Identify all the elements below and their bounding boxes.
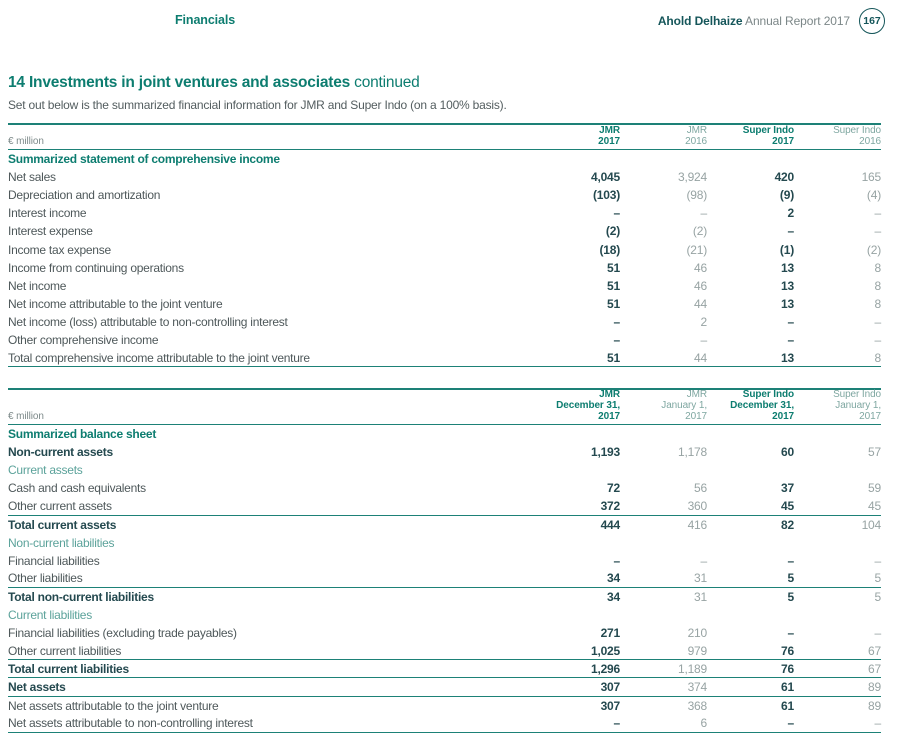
cell: 46	[694, 278, 707, 293]
table-row	[8, 313, 881, 331]
table-row	[8, 168, 881, 186]
cell: (21)	[686, 242, 707, 257]
table-row	[8, 240, 881, 258]
table-row	[8, 259, 881, 277]
row-label: Interest income	[8, 206, 87, 221]
row-label: Net income attributable to the joint venture	[8, 296, 223, 311]
note-intro: Set out below is the summarized financial information for JMR and Super Indo (on a 100% basis).	[8, 98, 507, 112]
cell: 44	[694, 350, 707, 365]
cell: –	[874, 332, 881, 347]
row-label: Financial liabilities	[8, 553, 100, 568]
cell: 1,193	[590, 445, 620, 460]
column-header: Super Indo December 31, 2017	[730, 389, 794, 423]
cell: 82	[781, 517, 794, 532]
cell: –	[700, 332, 707, 347]
cell: 1,296	[590, 661, 620, 676]
cell: (18)	[599, 242, 620, 257]
cell: 3,924	[677, 170, 707, 185]
cell: 8	[874, 350, 881, 365]
brand-name: Ahold Delhaize	[657, 14, 743, 28]
row-label: Other liabilities	[8, 571, 83, 586]
cell: –	[874, 716, 881, 731]
table-section-row	[8, 461, 881, 479]
column-header: JMR 2017	[598, 125, 620, 147]
row-label: Cash and cash equivalents	[8, 481, 146, 496]
section-title: Non-current liabilities	[8, 535, 115, 550]
table-row	[8, 660, 881, 678]
table-row	[8, 552, 881, 570]
table-row	[8, 277, 881, 295]
cell: –	[613, 716, 620, 731]
page-header	[0, 0, 901, 46]
table-row	[8, 624, 881, 642]
cell: 72	[607, 481, 620, 496]
balance-sheet-table	[8, 388, 881, 733]
cell: (2)	[692, 224, 707, 239]
cell: 31	[694, 590, 707, 605]
table-header	[8, 123, 881, 150]
cell: 61	[781, 679, 794, 694]
cell: 89	[868, 679, 881, 694]
unit-label: € million	[8, 411, 44, 423]
cell: –	[787, 716, 794, 731]
column-header: Super Indo 2017	[742, 125, 794, 147]
cell: 13	[781, 296, 794, 311]
note-title-continued: continued	[350, 74, 420, 91]
table-row	[8, 349, 881, 367]
cell: –	[874, 206, 881, 221]
cell: –	[700, 553, 707, 568]
cell: 51	[607, 296, 620, 311]
cell: 5	[874, 571, 881, 586]
cell: 13	[781, 278, 794, 293]
note-title-main: 14 Investments in joint ventures and associates	[8, 74, 351, 91]
cell: 13	[781, 260, 794, 275]
row-label: Income from continuing operations	[8, 260, 184, 275]
cell: –	[613, 206, 620, 221]
table-row	[8, 295, 881, 313]
column-header: JMR December 31, 2017	[556, 389, 620, 423]
cell: 45	[868, 499, 881, 514]
row-label: Other comprehensive income	[8, 332, 159, 347]
row-label: Interest expense	[8, 224, 93, 239]
table-row	[8, 570, 881, 588]
cell: 13	[781, 350, 794, 365]
report-title-text: Annual Report 2017	[745, 14, 850, 28]
cell: 51	[607, 278, 620, 293]
table-row	[8, 588, 881, 606]
cell: 51	[607, 350, 620, 365]
cell: 374	[687, 679, 707, 694]
cell: (4)	[866, 188, 881, 203]
cell: 1,178	[677, 445, 707, 460]
row-label: Depreciation and amortization	[8, 188, 161, 203]
table-row	[8, 186, 881, 204]
cell: 6	[700, 716, 707, 731]
table-row	[8, 678, 881, 696]
cell: 360	[687, 499, 707, 514]
cell: (2)	[605, 224, 620, 239]
column-header: JMR 2016	[685, 125, 707, 147]
row-label: Total comprehensive income attributable to the joint venture	[8, 350, 310, 365]
table-row	[8, 642, 881, 660]
cell: 37	[781, 481, 794, 496]
row-label: Net assets	[8, 679, 66, 694]
cell: 31	[694, 571, 707, 586]
row-label: Non-current assets	[8, 445, 113, 460]
cell: 307	[600, 698, 620, 713]
cell: –	[787, 332, 794, 347]
table-row	[8, 697, 881, 715]
table-row	[8, 204, 881, 222]
cell: 5	[874, 590, 881, 605]
cell: –	[613, 314, 620, 329]
note-title	[8, 74, 881, 92]
table-row	[8, 516, 881, 534]
cell: 56	[694, 481, 707, 496]
cell: 61	[781, 698, 794, 713]
section-title: Current assets	[8, 463, 83, 478]
cell: 210	[687, 626, 707, 641]
cell: 416	[687, 517, 707, 532]
cell: 8	[874, 296, 881, 311]
cell: 8	[874, 278, 881, 293]
row-label: Other current liabilities	[8, 643, 122, 658]
cell: –	[613, 553, 620, 568]
cell: 2	[787, 206, 794, 221]
table-row	[8, 222, 881, 240]
comprehensive-income-table	[8, 123, 881, 367]
cell: 444	[600, 517, 620, 532]
cell: 46	[694, 260, 707, 275]
section-label: Financials	[175, 13, 236, 27]
cell: 4,045	[590, 170, 620, 185]
cell: –	[787, 626, 794, 641]
row-label: Net income (loss) attributable to non-controlling interest	[8, 314, 288, 329]
cell: (103)	[592, 188, 620, 203]
cell: 420	[774, 170, 794, 185]
table-section-row	[8, 534, 881, 552]
cell: 165	[861, 170, 881, 185]
row-label: Net assets attributable to the joint venture	[8, 698, 219, 713]
cell: 368	[687, 698, 707, 713]
cell: 45	[781, 499, 794, 514]
column-header: Super Indo January 1, 2017	[833, 389, 881, 423]
unit-label: € million	[8, 136, 44, 147]
cell: –	[874, 224, 881, 239]
cell: 76	[781, 643, 794, 658]
section-title: Current liabilities	[8, 608, 92, 623]
cell: 2	[700, 314, 707, 329]
cell: 372	[600, 499, 620, 514]
cell: 89	[868, 698, 881, 713]
cell: –	[787, 314, 794, 329]
column-header: JMR January 1, 2017	[661, 389, 707, 423]
row-label: Income tax expense	[8, 242, 111, 257]
cell: 1,189	[677, 661, 707, 676]
cell: 5	[787, 571, 794, 586]
row-label: Total current assets	[8, 517, 117, 532]
table-row	[8, 331, 881, 349]
row-label: Total non-current liabilities	[8, 590, 154, 605]
cell: –	[874, 314, 881, 329]
cell: –	[874, 553, 881, 568]
cell: –	[787, 553, 794, 568]
table-row	[8, 479, 881, 497]
cell: (98)	[686, 188, 707, 203]
cell: 34	[607, 590, 620, 605]
cell: 307	[600, 679, 620, 694]
cell: 67	[868, 661, 881, 676]
row-label: Net income	[8, 278, 67, 293]
cell: –	[874, 626, 881, 641]
cell: 51	[607, 260, 620, 275]
page-number: 167	[863, 15, 881, 27]
table-row	[8, 443, 881, 461]
table-section-row	[8, 150, 881, 168]
section-title: Summarized balance sheet	[8, 427, 157, 442]
page-number-badge	[859, 8, 885, 34]
table-row	[8, 498, 881, 516]
cell: 76	[781, 661, 794, 676]
cell: 59	[868, 481, 881, 496]
cell: 44	[694, 296, 707, 311]
cell: –	[700, 206, 707, 221]
cell: 271	[600, 626, 620, 641]
cell: 8	[874, 260, 881, 275]
table-row	[8, 715, 881, 733]
row-label: Total current liabilities	[8, 661, 129, 676]
cell: –	[613, 332, 620, 347]
cell: 1,025	[590, 643, 620, 658]
section-title: Summarized statement of comprehensive income	[8, 152, 280, 167]
cell: 5	[787, 590, 794, 605]
table-section-row	[8, 606, 881, 624]
cell: 104	[861, 517, 881, 532]
table-header	[8, 388, 881, 425]
cell: –	[787, 224, 794, 239]
row-label: Net assets attributable to non-controlling interest	[8, 716, 253, 731]
cell: (9)	[779, 188, 794, 203]
cell: 979	[687, 643, 707, 658]
row-label: Other current assets	[8, 499, 112, 514]
note-content	[8, 74, 881, 733]
cell: (1)	[779, 242, 794, 257]
row-label: Net sales	[8, 170, 56, 185]
cell: 34	[607, 571, 620, 586]
page-header-right	[658, 8, 885, 34]
column-header: Super Indo 2016	[833, 125, 881, 147]
table-section-row	[8, 425, 881, 443]
cell: 60	[781, 445, 794, 460]
row-label: Financial liabilities (excluding trade payables)	[8, 626, 237, 641]
cell: 67	[868, 643, 881, 658]
report-title	[658, 14, 850, 28]
cell: 57	[868, 445, 881, 460]
cell: (2)	[866, 242, 881, 257]
